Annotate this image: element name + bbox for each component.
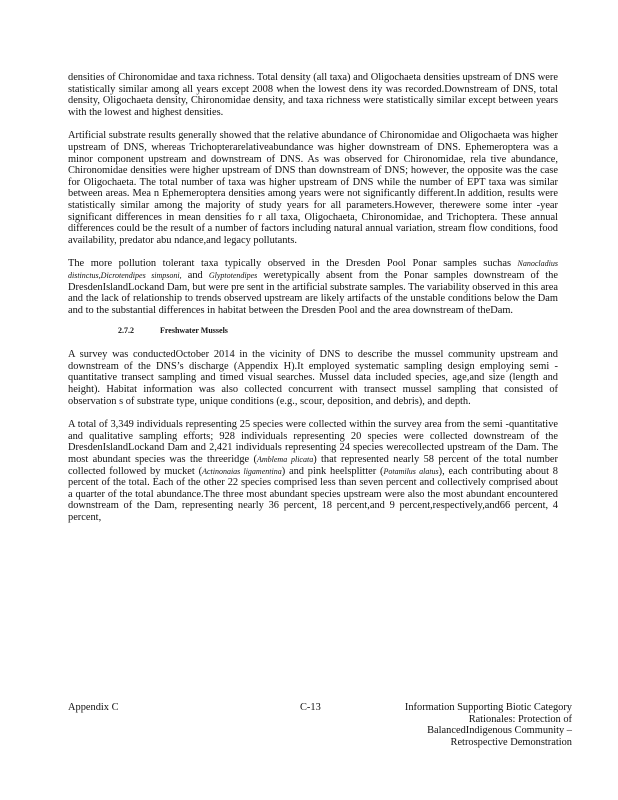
footer-appendix: Appendix C	[68, 702, 119, 713]
body-text	[68, 72, 558, 536]
paragraph-mussel-survey: A survey was conductedOctober 2014 in the vicinity of DNS to describe the mussel community upstream and downstream of the DNS’s discharge (Appendix H).It employed systematic sampling design employing semi -quantitative transect sampling and timed visual searches. Mussel data included species, age,and size (length and height). Habitat information was also collected concurrent with transect mussel sampling that consisted of observation s of substrate type, unique conditions (e.g., scour, deposition, and debris), and depth.	[68, 349, 558, 407]
species-name: Glyptotendipes	[208, 270, 258, 280]
text-fragment: ) that represented nearly 58 percent of the total number collected followed by mucket (	[68, 454, 558, 477]
footer-page-number: C-13	[300, 702, 321, 713]
section-number: 2.7.2	[118, 326, 134, 336]
section-heading	[118, 326, 558, 335]
footer-document-title: Information Supporting Biotic Category Rationales: Protection of BalancedIndigenous Community –Retrospective Demonstration	[404, 702, 572, 748]
text-fragment: weretypically absent from the Ponar samples downstream of the DresdenIslandLockand Dam, but were pre sent in the artificial substrate samples. The variability observed in this area and the lack of relationship to trends observed upstream are likely artifacts of the unstable conditions below the Dam and to the substantial differences in habitat between the Dresden Pool and the area downstream of theDam.	[68, 269, 558, 316]
paragraph-mussel-results	[68, 419, 558, 523]
text-fragment: The more pollution tolerant taxa typically observed in the Dresden Pool Ponar samples suchas	[68, 258, 511, 270]
species-name: Potamilus alatus	[383, 466, 439, 476]
species-name: Amblema plicata	[256, 455, 314, 465]
paragraph-artificial-substrate: Artificial substrate results generally showed that the relative abundance of Chironomidae and Oligochaeta was higher upstream of DNS, whereas Trichopterarelativeabundance was higher downstream of DNS. Ephemeroptera was a minor component upstream and downstream of DNS. As was observed for Chironomidae, rela tive abundance, Chironomidae densities were higher upstream of DNS than downstream of DNS; however, the opposite was the case for Oligochaeta. The total number of taxa was higher upstream of DNS while the number of EPT taxa was similar between areas. Mea n Ephemeroptera densities among years were not significantly different.In addition, results were statistically similar among the majority of study years for all parameters.However, therewere some inter -year significant differences in mean densities fo r all taxa, Oligochaeta, Chironomidae, and Trichoptera. These annual differences could be the result of a number of factors including natural annual variation, stream flow conditions, food availability, predator abu ndance,and legacy pollutants.	[68, 130, 558, 246]
species-name: Actinonaias ligamentina	[202, 466, 282, 476]
paragraph-pollution-tolerant-taxa	[68, 258, 558, 316]
text-fragment: and	[187, 269, 203, 281]
text-fragment: ) and pink heelsplitter (	[281, 465, 384, 477]
species-name: Nanocladius distinctus,Dicrotendipes simpsoni,	[68, 259, 558, 280]
text-fragment: ), each contributing about 8 percent of the total. Each of the other 22 species comprised less than seven percent and collectively comprised about a quarter of the total abundance.The three most abundant species upstream were also the most abundant encountered downstream of the Dam, representing nearly 36 percent, 18 percent,and 9 percent,respectively,and66 percent, 4 percent,	[68, 465, 558, 523]
paragraph-density-summary: densities of Chironomidae and taxa richness. Total density (all taxa) and Oligochaeta densities upstream of DNS were statistically similar among all years except 2008 when the lowest dens ity was recorded.Downstream of DNS, total density, Oligochaeta density, Chironomidae density, and taxa richness were statistically similar except between years with the lowest and highest densities.	[68, 72, 558, 118]
section-title: Freshwater Mussels	[160, 326, 228, 336]
text-fragment: A total of 3,349 individuals representing 25 species were collected within the survey area from the semi -quantitative and qualitative sampling efforts; 928 individuals representing 20 species were collected downstream of the DresdenIslandLockand Dam and 2,421 individuals representing 24 species werecollected upstream of the Dam. The most abundant species was the threeridge (	[68, 419, 558, 466]
